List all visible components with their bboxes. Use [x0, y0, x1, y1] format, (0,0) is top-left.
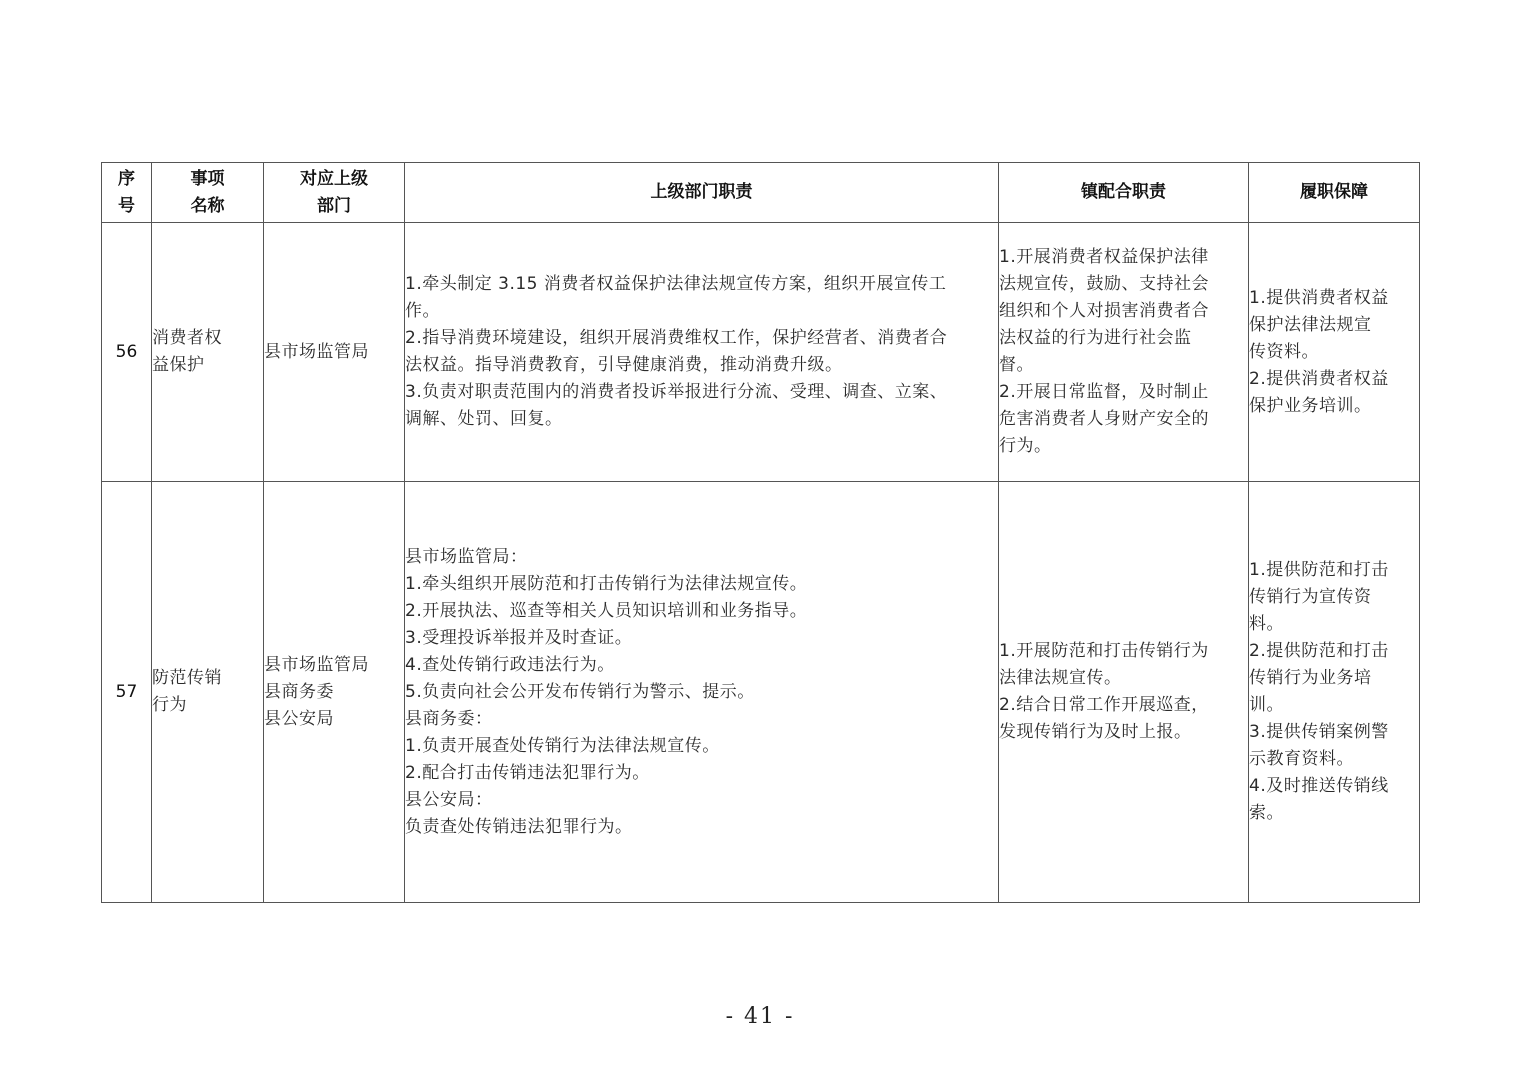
table-row	[102, 223, 1420, 482]
item-name-cell: 消费者权 益保护	[152, 223, 264, 482]
header-upper-duties: 上级部门职责	[405, 163, 999, 223]
town-duties-cell: 1.开展消费者权益保护法律 法规宣传，鼓励、支持社会 组织和个人对损害消费者合 法权益的行为进行社会监 督。 2.开展日常监督，及时制止 危害消费者人身财产安全的 行为。	[999, 223, 1249, 482]
guarantee-cell: 1.提供消费者权益 保护法律法规宣 传资料。 2.提供消费者权益 保护业务培训。	[1249, 223, 1420, 482]
upper-duties-cell: 县市场监管局： 1.牵头组织开展防范和打击传销行为法律法规宣传。 2.开展执法、巡查等相关人员知识培训和业务指导。 3.受理投诉举报并及时查证。 4.查处传销行政违法行为。 5.负责向社会公开发布传销行为警示、提示。 县商务委： 1.负责开展查处传销行为法律法规宣传。 2.配合打击传销违法犯罪行为。 县公安局： 负责查处传销违法犯罪行为。	[405, 482, 999, 903]
row-number: 57	[102, 482, 152, 903]
duty-table	[101, 162, 1420, 903]
header-name: 事项 名称	[152, 163, 264, 223]
item-name-cell: 防范传销 行为	[152, 482, 264, 903]
header-town-duties: 镇配合职责	[999, 163, 1249, 223]
row-number: 56	[102, 223, 152, 482]
town-duties-cell: 1.开展防范和打击传销行为 法律法规宣传。 2.结合日常工作开展巡查， 发现传销行为及时上报。	[999, 482, 1249, 903]
header-no: 序 号	[102, 163, 152, 223]
table-header-row	[102, 163, 1420, 223]
dept-cell: 县市场监管局	[264, 223, 405, 482]
upper-duties-cell: 1.牵头制定 3.15 消费者权益保护法律法规宣传方案，组织开展宣传工 作。 2.指导消费环境建设，组织开展消费维权工作，保护经营者、消费者合 法权益。指导消费教育，引导健康消费，推动消费升级。 3.负责对职责范围内的消费者投诉举报进行分流、受理、调查、立案、 调解、处罚、回复。	[405, 223, 999, 482]
guarantee-cell: 1.提供防范和打击 传销行为宣传资 料。 2.提供防范和打击 传销行为业务培 训。 3.提供传销案例警 示教育资料。 4.及时推送传销线 索。	[1249, 482, 1420, 903]
header-dept: 对应上级 部门	[264, 163, 405, 223]
table-row	[102, 482, 1420, 903]
header-guarantee: 履职保障	[1249, 163, 1420, 223]
page-number: - 41 -	[725, 1004, 795, 1029]
dept-cell: 县市场监管局 县商务委 县公安局	[264, 482, 405, 903]
